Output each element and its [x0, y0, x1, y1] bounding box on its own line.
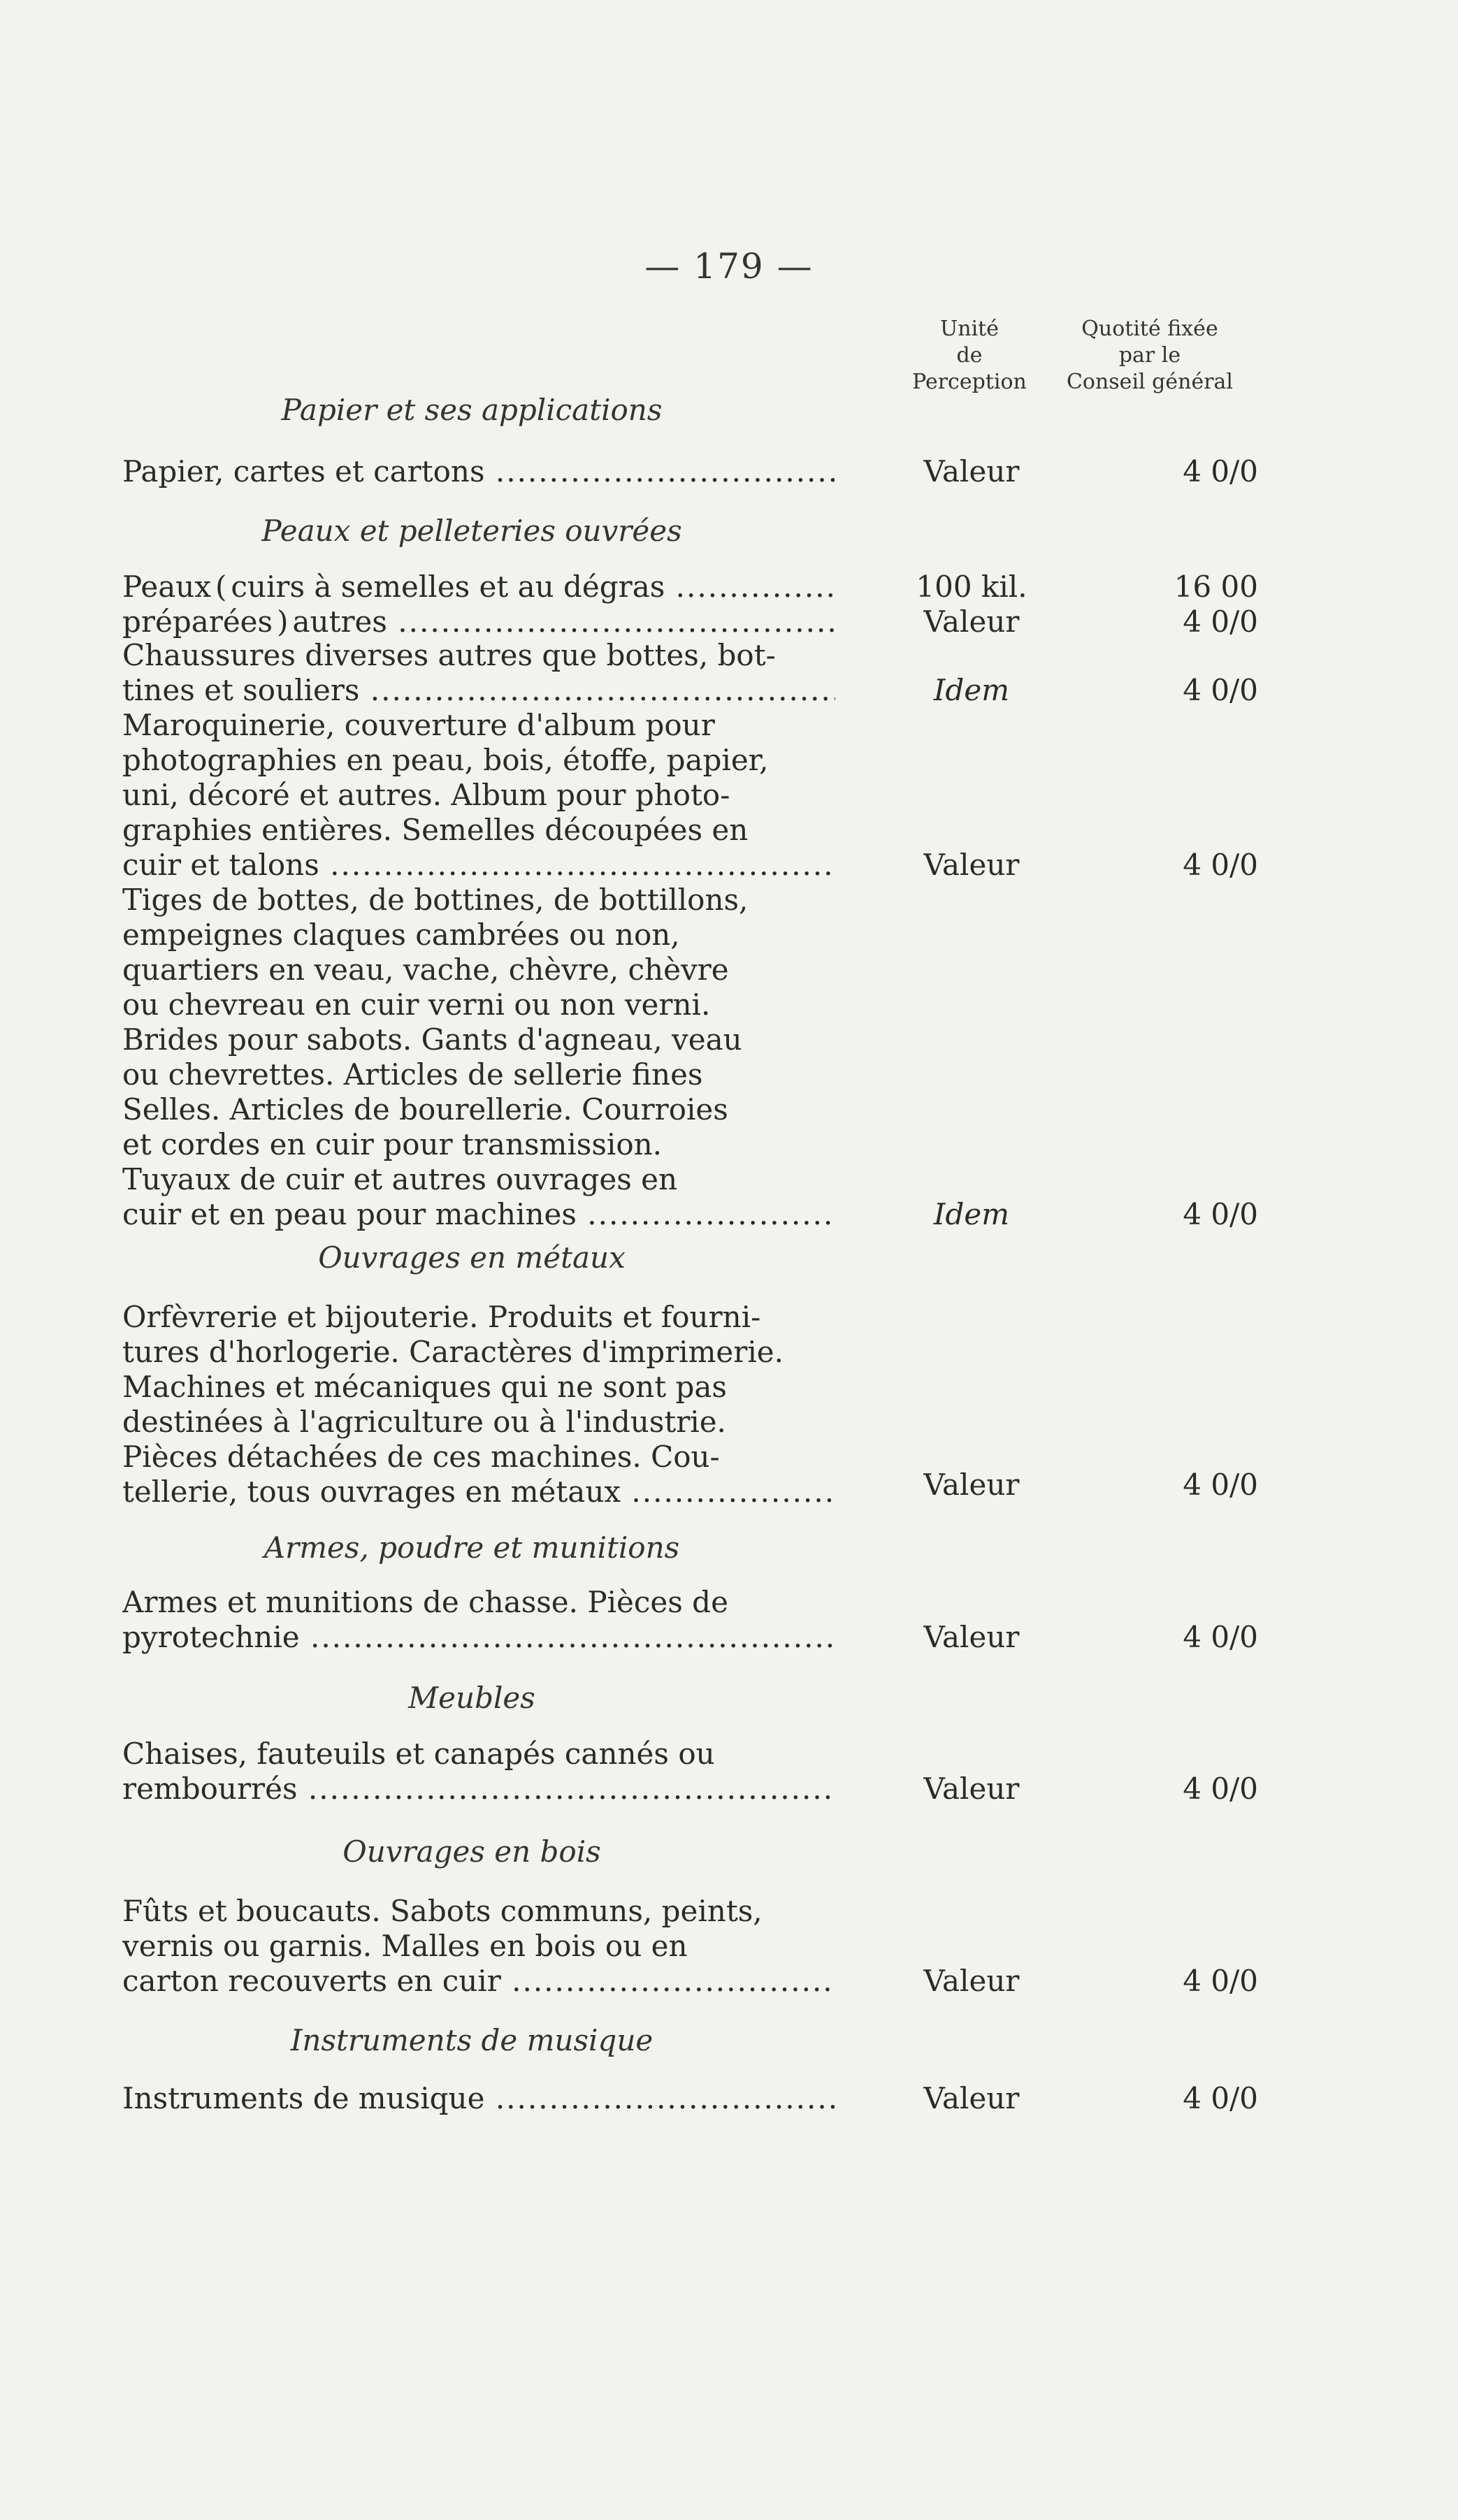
unit-cell: Valeur: [923, 1964, 1020, 1998]
page-number: — 179 —: [644, 246, 814, 287]
entry-line: Maroquinerie, couverture d'album pour: [122, 708, 715, 742]
entry-instruments: [122, 2081, 835, 2116]
entry-chaussures: [122, 638, 835, 708]
entry-line: Armes et munitions de chasse. Pièces de: [122, 1585, 728, 1619]
section-heading: Ouvrages en bois: [342, 1834, 601, 1869]
entry-line: ou chevreau en cuir verni ou non verni.: [122, 987, 711, 1022]
entry-line: cuir et talons .....: [122, 848, 835, 883]
entry-line: Tuyaux de cuir et autres ouvrages en: [122, 1162, 678, 1196]
entry-line: cuir et en peau pour machines .....: [122, 1197, 835, 1232]
column-header-unit: [882, 316, 1057, 396]
section-heading: Armes, poudre et munitions: [264, 1530, 680, 1565]
entry-line: Orfèvrerie et bijouterie. Produits et fourni-: [122, 1300, 761, 1334]
section-heading: Meubles: [408, 1681, 535, 1715]
entry-line: Selles. Articles de bourellerie. Courroies: [122, 1092, 728, 1127]
quotite-cell: 4 0/0: [1183, 454, 1258, 488]
quotite-cell: 4 0/0: [1183, 848, 1258, 882]
entry-maroquinerie: [122, 708, 835, 883]
column-header-unit-line: Unité: [939, 317, 999, 341]
entry-line: Pièces détachées de ces machines. Cou-: [122, 1440, 720, 1474]
entry-armes: [122, 1585, 835, 1655]
quotite-cell: 4 0/0: [1183, 1620, 1258, 1654]
entry-line: Tiges de bottes, de bottines, de bottillons,: [122, 883, 749, 917]
section-heading: Instruments de musique: [290, 2023, 654, 2057]
entry-line: Peaux: [122, 570, 212, 604]
entry-line: autres: [292, 604, 387, 639]
entry-line: vernis ou garnis. Malles en bois ou en: [122, 1929, 688, 1963]
entry-line: quartiers en veau, vache, chèvre, chèvre: [122, 953, 729, 987]
entry-meubles: [122, 1737, 835, 1806]
column-header-quotite: [1034, 316, 1265, 396]
column-header-unit-line: de: [956, 343, 983, 368]
entry-line: Chaises, fauteuils et canapés cannés ou: [122, 1737, 715, 1771]
entry-papier: [122, 454, 835, 489]
entry-line: graphies entières. Semelles découpées en: [122, 813, 749, 847]
column-header-quotite-line: Conseil général: [1066, 370, 1234, 394]
section-heading: Ouvrages en métaux: [318, 1240, 626, 1275]
entry-line: cuirs à semelles et au dégras: [231, 570, 665, 604]
unit-cell: Valeur: [923, 2081, 1020, 2115]
unit-cell: Valeur: [923, 848, 1020, 882]
entry-line: empeignes claques cambrées ou non,: [122, 918, 680, 952]
entry-line: tellerie, tous ouvrages en métaux .....: [122, 1475, 835, 1509]
entry-line: Brides pour sabots. Gants d'agneau, veau: [122, 1022, 742, 1057]
entry-line: ou chevrettes. Articles de sellerie fines: [122, 1057, 703, 1092]
unit-cell: Valeur: [923, 604, 1020, 639]
column-header-quotite-line: Quotité fixée: [1081, 317, 1218, 341]
quotite-cell: 4 0/0: [1183, 1197, 1258, 1231]
column-header-unit-line: Perception: [912, 370, 1027, 394]
quotite-cell: 4 0/0: [1183, 673, 1258, 707]
entry-line: carton recouverts en cuir .....: [122, 1964, 835, 1999]
entry-line: tines et souliers .....: [122, 673, 835, 708]
entry-line: préparées: [122, 604, 273, 639]
entry-metaux: [122, 1300, 835, 1509]
unit-cell: Idem: [933, 673, 1010, 707]
entry-peaux: Peaux ( cuirs à semelles et au dégras ..... préparées ) autres .....: [122, 570, 835, 639]
column-header-quotite-line: par le: [1118, 343, 1181, 368]
unit-cell: 100 kil.: [916, 570, 1027, 604]
entry-line: Instruments de musique .....: [122, 2081, 835, 2116]
entry-line: Fûts et boucauts. Sabots communs, peints,: [122, 1894, 763, 1928]
quotite-cell: 4 0/0: [1183, 1772, 1258, 1806]
entry-line: destinées à l'agriculture ou à l'industrie.: [122, 1405, 726, 1439]
entry-tiges: [122, 883, 835, 1232]
unit-cell: Valeur: [923, 454, 1020, 488]
entry-line: et cordes en cuir pour transmission.: [122, 1127, 663, 1161]
entry-line: rembourrés .....: [122, 1772, 835, 1806]
entry-line: tures d'horlogerie. Caractères d'imprimerie.: [122, 1335, 784, 1369]
section-heading: Papier et ses applications: [281, 393, 663, 427]
entry-line: uni, décoré et autres. Album pour photo-: [122, 778, 730, 812]
entry-line: Papier, cartes et cartons .....: [122, 454, 835, 489]
entry-bois: [122, 1894, 835, 1999]
quotite-cell: 4 0/0: [1183, 1468, 1258, 1502]
entry-line: pyrotechnie .....: [122, 1620, 835, 1655]
quotite-cell: 4 0/0: [1183, 1964, 1258, 1998]
unit-cell: Valeur: [923, 1468, 1020, 1502]
entry-line: photographies en peau, bois, étoffe, papier,: [122, 743, 769, 777]
section-heading: Peaux et pelleteries ouvrées: [261, 514, 682, 548]
unit-cell: Valeur: [923, 1620, 1020, 1654]
unit-cell: Valeur: [923, 1772, 1020, 1806]
quotite-cell: 4 0/0: [1183, 604, 1258, 639]
entry-line: Machines et mécaniques qui ne sont pas: [122, 1370, 727, 1404]
quotite-cell: 4 0/0: [1183, 2081, 1258, 2115]
entry-line: Chaussures diverses autres que bottes, bot-: [122, 638, 776, 672]
quotite-cell: 16 00: [1174, 570, 1258, 604]
unit-cell: Idem: [933, 1197, 1010, 1231]
